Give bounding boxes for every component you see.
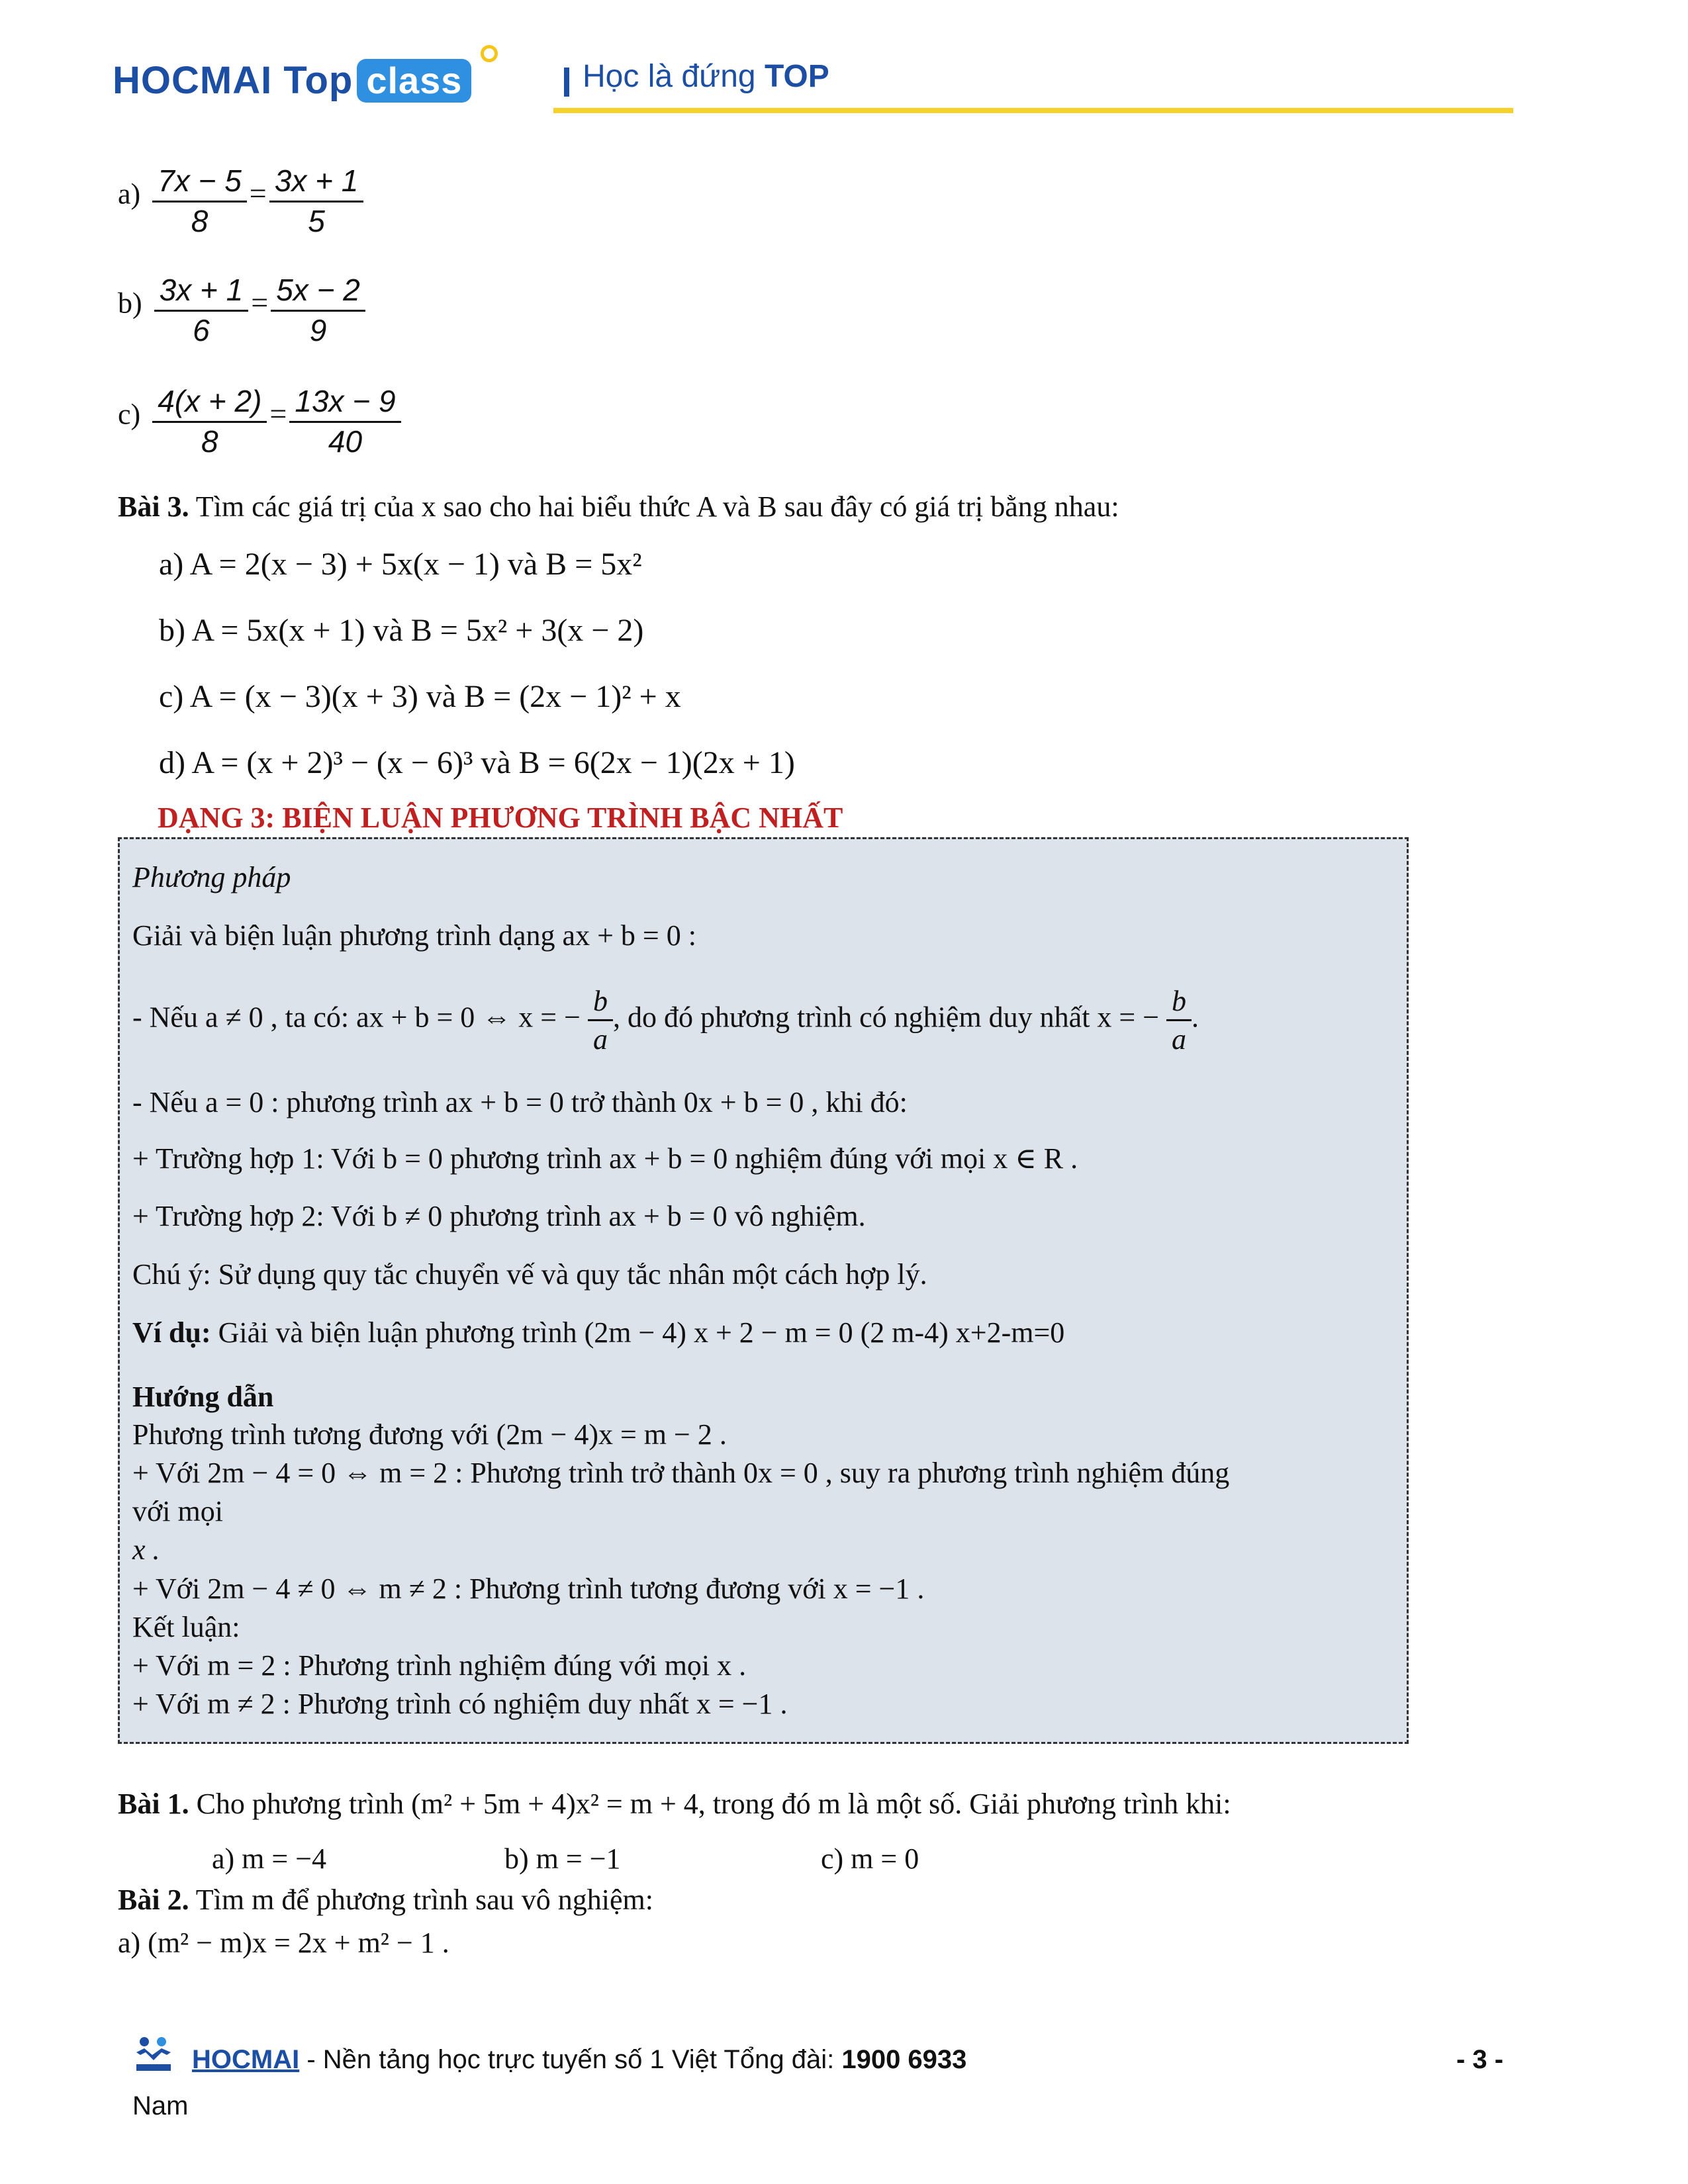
guide-line: + Với m = 2 : Phương trình nghiệm đúng với mọi x . xyxy=(132,1649,747,1682)
guide-line: x . xyxy=(132,1533,160,1566)
numerator: 7x − 5 xyxy=(152,162,247,203)
fraction-left xyxy=(152,383,267,461)
fraction-right xyxy=(269,162,364,240)
footer-brand-link[interactable]: HOCMAI xyxy=(192,2045,300,2074)
fraction-left xyxy=(152,162,247,240)
guide-line: với mọi xyxy=(132,1495,223,1527)
bai3-item-a: a) A = 2(x − 3) + 5x(x − 1) và B = 5x² xyxy=(159,547,642,582)
item-label: c) xyxy=(118,398,141,431)
method-heading: Phương pháp xyxy=(132,861,291,893)
numerator: b xyxy=(588,983,613,1021)
bai3-title: Bài 3. xyxy=(118,490,189,523)
denominator: 8 xyxy=(201,424,218,459)
fraction-right xyxy=(289,383,400,461)
method-sub1: + Trường hợp 1: Với b = 0 phương trình ax + b = 0 nghiệm đúng với mọi x ∈ R . xyxy=(132,1142,1078,1175)
denominator: 6 xyxy=(193,312,210,347)
exercise-item-c: c) $\frac{4(x + 2)}{8}$ = $\frac{13x - 9}{40}$ xyxy=(118,383,401,461)
guide-line: Kết luận: xyxy=(132,1611,240,1643)
logo-hocmai-text: HOCMAI xyxy=(113,59,273,102)
header-divider xyxy=(564,68,569,97)
numerator: 4(x + 2) xyxy=(152,383,267,423)
case1-end: . xyxy=(1192,1001,1199,1034)
page-number: - 3 - xyxy=(1456,2045,1504,2074)
tagline-text: Học là đứng xyxy=(583,59,765,94)
logo-top-text: Top xyxy=(283,59,353,102)
numerator: b xyxy=(1166,983,1192,1021)
method-sub2: + Trường hợp 2: Với b ≠ 0 phương trình ax + b = 0 vô nghiệm. xyxy=(132,1200,866,1232)
guide-line: + Với 2m − 4 = 0 ⇔ m = 2 : Phương trình trở thành 0x = 0 , suy ra phương trình nghiệm đúng xyxy=(132,1457,1230,1489)
guide-heading: Hướng dẫn xyxy=(132,1381,274,1413)
example-text: Giải và biện luận phương trình (2m − 4) x + 2 − m = 0 (2 m-4) x+2-m=0 xyxy=(211,1316,1065,1349)
footer-phone: 1900 6933 xyxy=(841,2045,967,2074)
exercise-item-b: b) $\frac{3x + 1}{6}$ = $\frac{5x - 2}{9}$ xyxy=(118,271,365,349)
denominator: 40 xyxy=(328,424,363,459)
fraction-left xyxy=(154,271,249,349)
fraction-right xyxy=(271,271,365,349)
footer-text-cont: Nam xyxy=(132,2091,189,2120)
fraction-b-over-a-2 xyxy=(1166,983,1192,1058)
bai2-text: Tìm m để phương trình sau vô nghiệm: xyxy=(189,1884,653,1916)
tagline-bold: TOP xyxy=(764,59,829,94)
bai1-text: Cho phương trình (m² + 5m + 4)x² = m + 4, trong đó m là một số. Giải phương trình khi: xyxy=(189,1788,1231,1820)
numerator: 3x + 1 xyxy=(154,271,249,312)
logo-class-badge: class xyxy=(357,59,471,103)
bai3-item-c: c) A = (x − 3)(x + 3) và B = (2x − 1)² + x xyxy=(159,679,681,714)
brand-logo xyxy=(113,58,471,103)
numerator: 13x − 9 xyxy=(289,383,400,423)
bai2-title: Bài 2. xyxy=(118,1884,189,1916)
bai1-heading xyxy=(118,1787,1231,1821)
denominator: 8 xyxy=(191,203,209,238)
guide-line: Phương trình tương đương với (2m − 4)x = m − 2 . xyxy=(132,1418,727,1451)
numerator: 3x + 1 xyxy=(269,162,364,203)
denominator: 5 xyxy=(308,203,325,238)
bai3-text: Tìm các giá trị của x sao cho hai biểu thức A và B sau đây có giá trị bằng nhau: xyxy=(189,490,1119,523)
method-case1 xyxy=(132,983,1199,1058)
hocmai-logo-icon xyxy=(132,2035,175,2075)
method-note: Chú ý: Sử dụng quy tắc chuyển vế và quy tắc nhân một cách hợp lý. xyxy=(132,1258,927,1291)
example-label: Ví dụ: xyxy=(132,1316,211,1349)
sun-icon xyxy=(481,45,498,62)
denominator: a xyxy=(592,1023,608,1056)
header-tagline xyxy=(583,58,829,95)
bai1-title: Bài 1. xyxy=(118,1788,189,1820)
bai1-option-b: b) m = −1 xyxy=(504,1843,621,1875)
bai3-heading xyxy=(118,490,1119,523)
case1-text-b: , do đó phương trình có nghiệm duy nhất x = − xyxy=(612,1001,1160,1034)
method-example xyxy=(132,1316,1064,1349)
item-label: b) xyxy=(118,287,142,320)
bai2-heading xyxy=(118,1883,653,1917)
exercise-item-a: a) $\frac{7x - 5}{8}$ = $\frac{3x + 1}{5}$ xyxy=(118,162,363,240)
case1-text: - Nếu a ≠ 0 , ta có: ax + b = 0 ⇔ x = − xyxy=(132,1001,581,1034)
item-label: a) xyxy=(118,177,141,210)
method-intro: Giải và biện luận phương trình dạng ax + b = 0 : xyxy=(132,919,696,952)
bai3-item-b: b) A = 5x(x + 1) và B = 5x² + 3(x − 2) xyxy=(159,613,644,648)
numerator: 5x − 2 xyxy=(271,271,365,312)
bai1-option-a: a) m = −4 xyxy=(212,1843,327,1875)
denominator: a xyxy=(1172,1023,1187,1056)
method-case2: - Nếu a = 0 : phương trình ax + b = 0 trở thành 0x + b = 0 , khi đó: xyxy=(132,1086,908,1118)
bai2-item-a: a) (m² − m)x = 2x + m² − 1 . xyxy=(118,1927,449,1959)
footer-description: - Nền tảng học trực tuyến số 1 Việt Tổng đài: xyxy=(299,2045,842,2074)
guide-line: + Với 2m − 4 ≠ 0 ⇔ m ≠ 2 : Phương trình tương đương với x = −1 . xyxy=(132,1572,925,1605)
footer-text xyxy=(192,2045,966,2075)
denominator: 9 xyxy=(309,312,327,347)
bai3-item-d: d) A = (x + 2)³ − (x − 6)³ và B = 6(2x − 1)(2x + 1) xyxy=(159,745,795,780)
guide-line: + Với m ≠ 2 : Phương trình có nghiệm duy nhất x = −1 . xyxy=(132,1688,788,1720)
section-title-dang3: DẠNG 3: BIỆN LUẬN PHƯƠNG TRÌNH BẬC NHẤT xyxy=(158,801,843,834)
bai1-option-c: c) m = 0 xyxy=(821,1843,919,1875)
header-underline xyxy=(553,108,1513,113)
fraction-b-over-a xyxy=(588,983,613,1058)
